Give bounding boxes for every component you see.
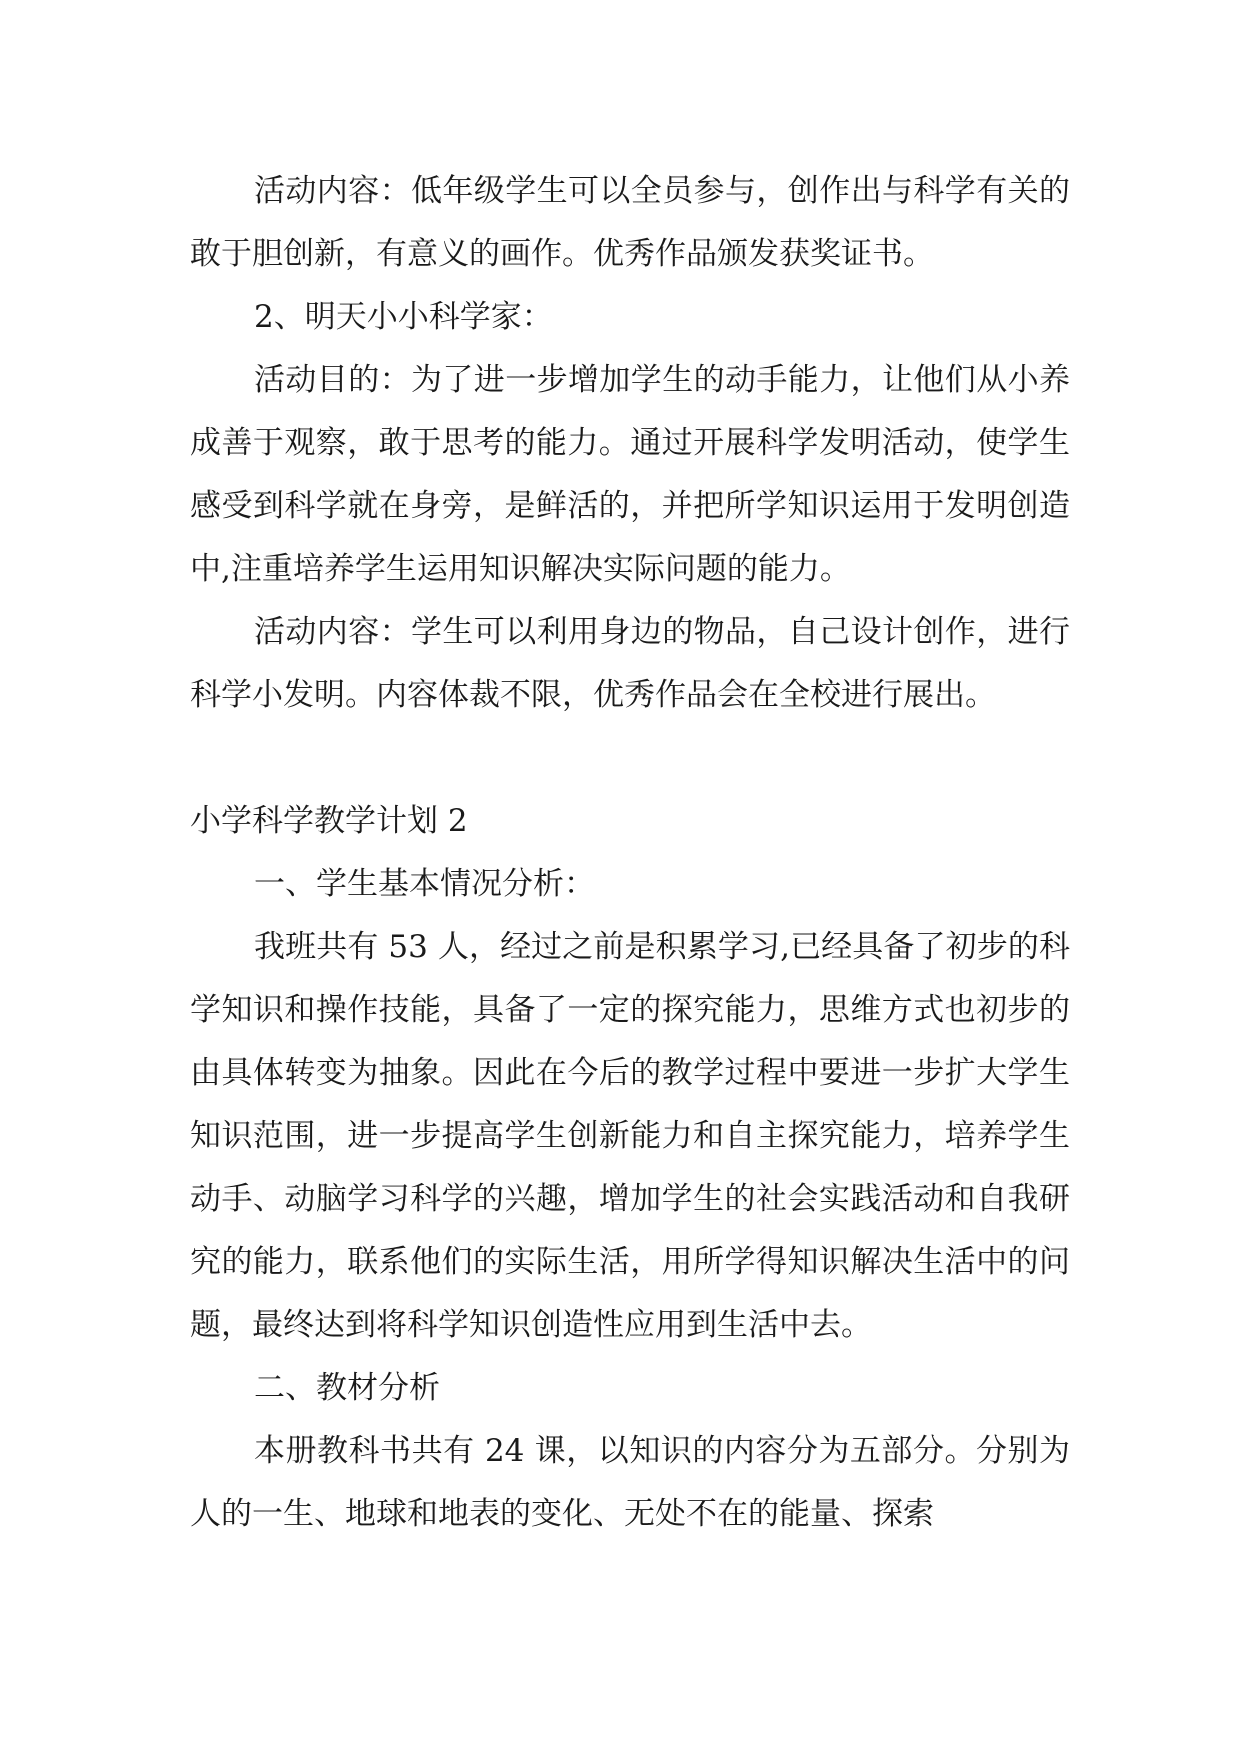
section-gap (190, 727, 1070, 790)
paragraph-activity-goal: 活动目的：为了进一步增加学生的动手能力，让他们从小养成善于观察，敢于思考的能力。通过开展科学发明活动，使学生感受到科学就在身旁，是鲜活的，并把所学知识运用于发明创造中,注重培养学生运用知识解决实际问题的能力。 (190, 362, 1070, 587)
paragraph-student-analysis-heading: 一、学生基本情况分析： (254, 866, 595, 902)
paragraph-textbook-analysis: 本册教科书共有 24 课，以知识的内容分为五部分。分别为人的一生、地球和地表的变化、无处不在的能量、探索 (190, 1433, 1070, 1532)
paragraph-student-analysis: 我班共有 53 人，经过之前是积累学习,已经具备了初步的科学知识和操作技能，具备了一定的探究能力，思维方式也初步的由具体转变为抽象。因此在今后的教学过程中要进一步扩大学生知识范围，进一步提高学生创新能力和自主探究能力，培养学生动手、动脑学习科学的兴趣，增加学生的社会实践活动和自我研究的能力，联系他们的实际生活，用所学得知识解决生活中的问题，最终达到将科学知识创造性应用到生活中去。 (190, 929, 1070, 1343)
paragraph-activity-content-1: 活动内容：低年级学生可以全员参与，创作出与科学有关的敢于胆创新，有意义的画作。优秀作品颁发获奖证书。 (190, 173, 1070, 272)
paragraph-activity-content-2: 活动内容：学生可以利用身边的物品，自己设计创作，进行科学小发明。内容体裁不限，优秀作品会在全校进行展出。 (190, 614, 1070, 713)
paragraph-item-2-heading: 2、明天小小科学家： (254, 299, 553, 335)
section-title: 小学科学教学计划 2 (190, 803, 468, 839)
paragraph-textbook-analysis-heading: 二、教材分析 (254, 1370, 440, 1406)
document-body (190, 160, 1070, 1546)
